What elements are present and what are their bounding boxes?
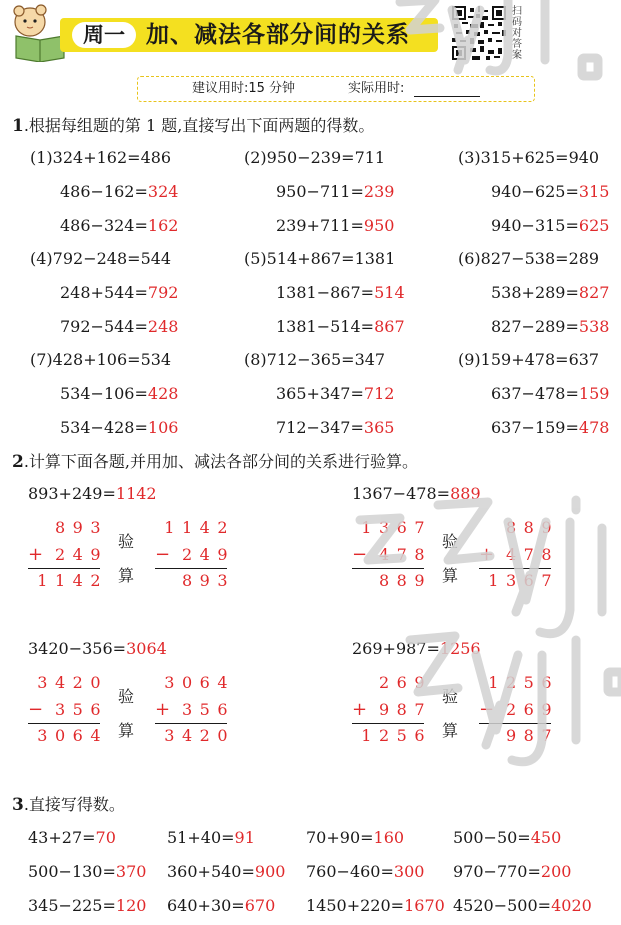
question-label: (7) [30, 350, 53, 369]
question-label: (3) [458, 148, 481, 167]
given-equation: 514+867=1381 [266, 249, 396, 268]
vertical-result: 1142 [37, 571, 108, 590]
answer: 4020 [551, 896, 592, 915]
derived-equation: 637−478= [491, 384, 579, 403]
answer: 70 [95, 828, 116, 847]
vertical-top-number: 1367 [361, 518, 432, 537]
operator-sign: − [28, 699, 44, 720]
answer: 428 [147, 384, 179, 403]
q3-item [167, 862, 285, 882]
question-label: (9) [458, 350, 481, 369]
derived-equation: 239+711= [276, 216, 364, 235]
q3-item [167, 896, 275, 916]
vertical-line [155, 568, 227, 569]
answer: 159 [578, 384, 610, 403]
answer: 248 [147, 317, 179, 336]
vertical-bottom-number: 478 [505, 545, 559, 564]
q3-item [167, 828, 255, 848]
expression: 500−50= [453, 828, 531, 847]
derived-equation: 534−106= [60, 384, 148, 403]
q1-derived-row [276, 216, 394, 236]
vertical-top-number: 893 [54, 518, 108, 537]
vertical-check [155, 518, 235, 598]
problem-expression: 269+987= [352, 639, 440, 658]
vertical-bottom-number: 987 [378, 700, 432, 719]
section-text: .根据每组题的第 1 题,直接写出下面两题的得数。 [23, 116, 375, 135]
vertical-bottom-number: 249 [54, 545, 108, 564]
answer: 324 [147, 182, 179, 201]
suggested-time: 建议用时:15 分钟 [192, 81, 296, 96]
given-equation: 712−365=347 [266, 350, 386, 369]
answer: 900 [254, 862, 286, 881]
section-1-heading [12, 115, 374, 137]
answer: 1256 [439, 639, 481, 658]
q1-derived-row [491, 384, 609, 404]
answer: 950 [363, 216, 395, 235]
answer: 3064 [126, 639, 167, 658]
vertical-top-number: 1256 [488, 673, 559, 692]
vertical-calculation [352, 673, 432, 753]
derived-equation: 538+289= [491, 283, 579, 302]
answer: 1142 [115, 484, 157, 503]
derived-equation: 940−315= [491, 216, 579, 235]
section-2-heading [12, 451, 418, 473]
answer: 315 [578, 182, 610, 201]
vertical-result: 3420 [164, 726, 235, 745]
q1-given-row [244, 350, 385, 370]
q3-item [453, 896, 592, 916]
vertical-result: 987 [505, 726, 559, 745]
q1-derived-row [491, 418, 609, 438]
question-label: (6) [458, 249, 481, 268]
q1-derived-row [60, 384, 178, 404]
q1-derived-row [491, 283, 609, 303]
derived-equation: 1381−514= [276, 317, 375, 336]
q2-equation [352, 639, 481, 659]
expression: 1450+220= [306, 896, 405, 915]
answer: 200 [540, 862, 572, 881]
q1-derived-row [60, 216, 178, 236]
expression: 760−460= [306, 862, 394, 881]
derived-equation: 365+347= [276, 384, 364, 403]
vertical-check [479, 673, 559, 753]
answer: 867 [374, 317, 405, 336]
given-equation: 428+106=534 [52, 350, 172, 369]
vertical-line [352, 568, 424, 569]
q1-given-row [244, 249, 395, 269]
vertical-result: 893 [181, 571, 235, 590]
vertical-line [352, 723, 424, 724]
answer: 91 [234, 828, 255, 847]
qr-label: 扫码对答案 [512, 6, 522, 61]
vertical-top-number: 3064 [164, 673, 235, 692]
vertical-bottom-number: 356 [54, 700, 108, 719]
q1-derived-row [276, 182, 394, 202]
q1-derived-row [276, 283, 405, 303]
vertical-result: 3064 [37, 726, 108, 745]
q1-given-row [458, 350, 599, 370]
actual-time-blank[interactable] [414, 96, 480, 97]
question-label: (1) [30, 148, 53, 167]
section-number: 2 [12, 452, 24, 472]
operator-sign: + [28, 544, 44, 565]
answer: 827 [578, 283, 610, 302]
vertical-calculation [352, 518, 432, 598]
answer: 792 [147, 283, 179, 302]
derived-equation: 248+544= [60, 283, 148, 302]
q1-derived-row [276, 384, 394, 404]
problem-expression: 893+249= [28, 484, 116, 503]
operator-sign: − [352, 544, 368, 565]
actual-time-label: 实际用时: [348, 81, 405, 96]
answer: 538 [578, 317, 610, 336]
derived-equation: 486−324= [60, 216, 148, 235]
derived-equation: 486−162= [60, 182, 148, 201]
derived-equation: 940−625= [491, 182, 579, 201]
vertical-line [28, 723, 100, 724]
operator-sign: + [155, 699, 171, 720]
vertical-calculation [28, 673, 108, 753]
derived-equation: 950−711= [276, 182, 364, 201]
section-text: .计算下面各题,并用加、减法各部分间的关系进行验算。 [23, 452, 419, 471]
operator-sign: − [479, 699, 495, 720]
answer: 120 [115, 896, 147, 915]
answer: 712 [363, 384, 395, 403]
vertical-result: 1367 [488, 571, 559, 590]
vertical-top-number: 889 [505, 518, 559, 537]
check-label: 算 [118, 721, 135, 740]
vertical-line [479, 568, 551, 569]
answer: 1670 [404, 896, 445, 915]
check-label: 验 [442, 687, 459, 706]
check-label: 算 [118, 566, 135, 585]
q1-derived-row [60, 182, 178, 202]
expression: 51+40= [167, 828, 235, 847]
given-equation: 950−239=711 [266, 148, 386, 167]
page-title: 加、减法各部分间的关系 [146, 22, 410, 48]
q3-item [453, 828, 561, 848]
operator-sign: + [352, 699, 368, 720]
question-label: (4) [30, 249, 53, 268]
vertical-line [479, 723, 551, 724]
q1-derived-row [276, 317, 405, 337]
vertical-top-number: 3420 [37, 673, 108, 692]
operator-sign: + [479, 544, 495, 565]
q3-item [306, 828, 404, 848]
derived-equation: 792−544= [60, 317, 148, 336]
vertical-bottom-number: 356 [181, 700, 235, 719]
answer: 450 [530, 828, 562, 847]
answer: 365 [363, 418, 395, 437]
q3-item [306, 862, 424, 882]
vertical-bottom-number: 269 [505, 700, 559, 719]
expression: 640+30= [167, 896, 245, 915]
q2-equation [28, 484, 157, 504]
week-badge: 周一 [72, 22, 136, 48]
given-equation: 827−538=289 [480, 249, 600, 268]
q3-item [306, 896, 445, 916]
derived-equation: 637−159= [491, 418, 579, 437]
expression: 70+90= [306, 828, 374, 847]
check-label: 验 [442, 532, 459, 551]
check-label: 算 [442, 721, 459, 740]
vertical-top-number: 1142 [164, 518, 235, 537]
q1-given-row [458, 249, 599, 269]
problem-expression: 3420−356= [28, 639, 127, 658]
check-label: 验 [118, 532, 135, 551]
q1-given-row [30, 148, 171, 168]
vertical-result: 889 [378, 571, 432, 590]
expression: 345−225= [28, 896, 116, 915]
q1-derived-row [60, 317, 178, 337]
question-label: (2) [244, 148, 267, 167]
answer: 300 [393, 862, 425, 881]
q1-given-row [30, 350, 171, 370]
q2-equation [28, 639, 167, 659]
derived-equation: 712−347= [276, 418, 364, 437]
section-number: 1 [12, 116, 24, 136]
vertical-calculation [28, 518, 108, 598]
given-equation: 324+162=486 [52, 148, 172, 167]
section-number: 3 [12, 795, 24, 815]
problem-expression: 1367−478= [352, 484, 451, 503]
answer: 514 [374, 283, 405, 302]
answer: 370 [115, 862, 147, 881]
expression: 43+27= [28, 828, 96, 847]
q1-derived-row [276, 418, 394, 438]
q1-given-row [458, 148, 599, 168]
answer: 670 [244, 896, 276, 915]
vertical-result: 1256 [361, 726, 432, 745]
q1-given-row [30, 249, 171, 269]
answer: 160 [373, 828, 405, 847]
answer: 106 [147, 418, 179, 437]
vertical-line [155, 723, 227, 724]
answer: 239 [363, 182, 395, 201]
qr-code[interactable] [452, 6, 506, 60]
answer: 889 [450, 484, 481, 503]
q1-derived-row [60, 418, 178, 438]
given-equation: 315+625=940 [480, 148, 600, 167]
q3-item [28, 896, 146, 916]
expression: 360+540= [167, 862, 255, 881]
q1-given-row [244, 148, 385, 168]
q2-equation [352, 484, 481, 504]
q1-derived-row [491, 216, 609, 236]
q3-item [28, 828, 116, 848]
vertical-check [155, 673, 235, 753]
expression: 500−130= [28, 862, 116, 881]
q1-derived-row [491, 182, 609, 202]
given-equation: 792−248=544 [52, 249, 172, 268]
vertical-top-number: 269 [378, 673, 432, 692]
check-label: 验 [118, 687, 135, 706]
question-label: (8) [244, 350, 267, 369]
answer: 478 [578, 418, 610, 437]
vertical-bottom-number: 249 [181, 545, 235, 564]
derived-equation: 827−289= [491, 317, 579, 336]
derived-equation: 534−428= [60, 418, 148, 437]
section-text: .直接写得数。 [23, 795, 125, 814]
q1-derived-row [491, 317, 609, 337]
given-equation: 159+478=637 [480, 350, 600, 369]
operator-sign: − [155, 544, 171, 565]
expression: 4520−500= [453, 896, 552, 915]
answer: 162 [147, 216, 179, 235]
section-3-heading [12, 794, 125, 816]
q1-derived-row [60, 283, 178, 303]
vertical-bottom-number: 478 [378, 545, 432, 564]
vertical-check [479, 518, 559, 598]
expression: 970−770= [453, 862, 541, 881]
vertical-line [28, 568, 100, 569]
derived-equation: 1381−867= [276, 283, 375, 302]
question-label: (5) [244, 249, 267, 268]
check-label: 算 [442, 566, 459, 585]
q3-item [453, 862, 571, 882]
q3-item [28, 862, 146, 882]
answer: 625 [578, 216, 610, 235]
